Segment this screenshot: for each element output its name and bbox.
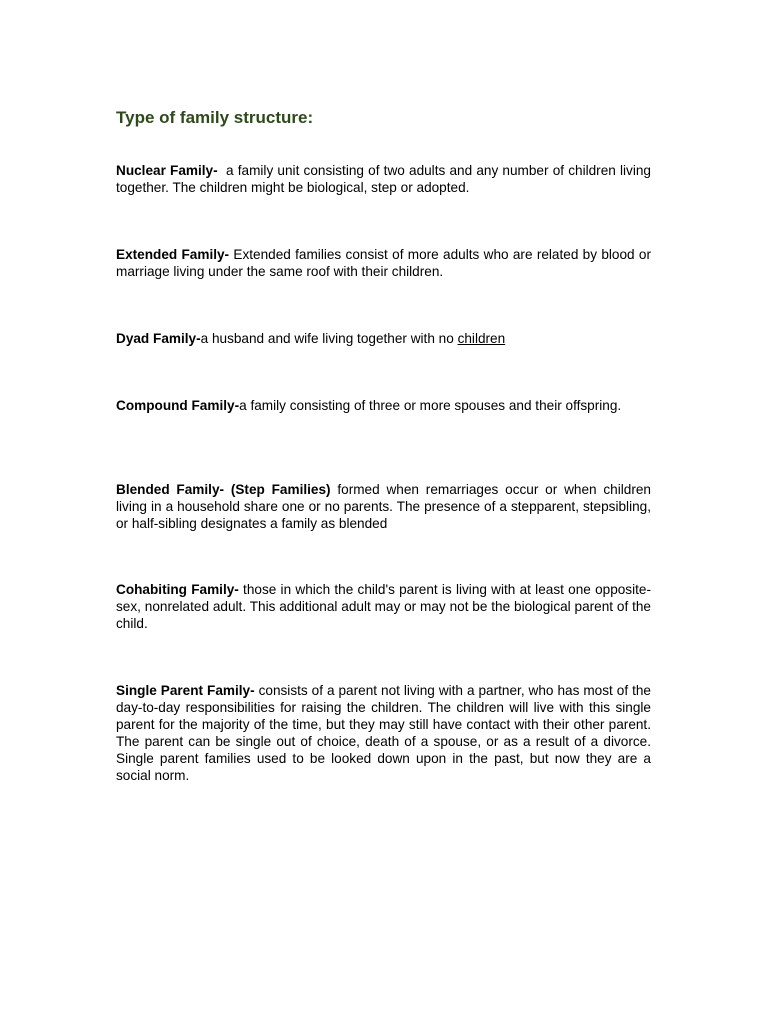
term-nuclear-family: Nuclear Family- [116, 163, 218, 178]
definition-cohabiting-family: those in which the child's parent is living with at least one opposite-sex, nonrelated adult. This additional adult may or may not be the biological parent of the child. [116, 582, 651, 631]
term-blended-family: Blended Family- (Step Families) [116, 482, 331, 497]
definition-dyad-family: a husband and wife living together with no [200, 331, 458, 346]
entry-compound-family [116, 397, 651, 414]
entry-dyad-family [116, 330, 651, 347]
term-compound-family: Compound Family- [116, 398, 240, 413]
entry-blended-family [116, 481, 651, 532]
definition-extended-family: Extended families consist of more adults who are related by blood or marriage living under the same roof with their children. [116, 247, 651, 279]
term-dyad-family: Dyad Family- [116, 331, 201, 346]
entry-nuclear-family [116, 162, 651, 196]
term-cohabiting-family: Cohabiting Family- [116, 582, 239, 597]
entry-extended-family [116, 246, 651, 280]
definition-compound-family: a family consisting of three or more spouses and their offspring. [239, 398, 622, 413]
document-title: Type of family structure: [116, 108, 314, 127]
children-link[interactable]: children [457, 331, 506, 346]
term-extended-family: Extended Family- [116, 247, 230, 262]
entry-single-parent-family [116, 682, 651, 784]
definition-nuclear-family: a family unit consisting of two adults and any number of children living together. The children might be biological, step or adopted. [116, 163, 651, 195]
entry-cohabiting-family [116, 581, 651, 632]
term-single-parent-family: Single Parent Family- [116, 683, 255, 698]
definition-blended-family: formed when remarriages occur or when children living in a household share one or no parents. The presence of a stepparent, stepsibling, or half-sibling designates a family as blended [116, 482, 651, 531]
definition-single-parent-family: consists of a parent not living with a partner, who has most of the day-to-day responsibilities for raising the children. The children will live with this single parent for the majority of the time, but they may still have contact with their other parent. The parent can be single out of choice, death of a spouse, or as a result of a divorce. Single parent families used to be looked down upon in the past, but now they are a social norm. [116, 683, 651, 783]
